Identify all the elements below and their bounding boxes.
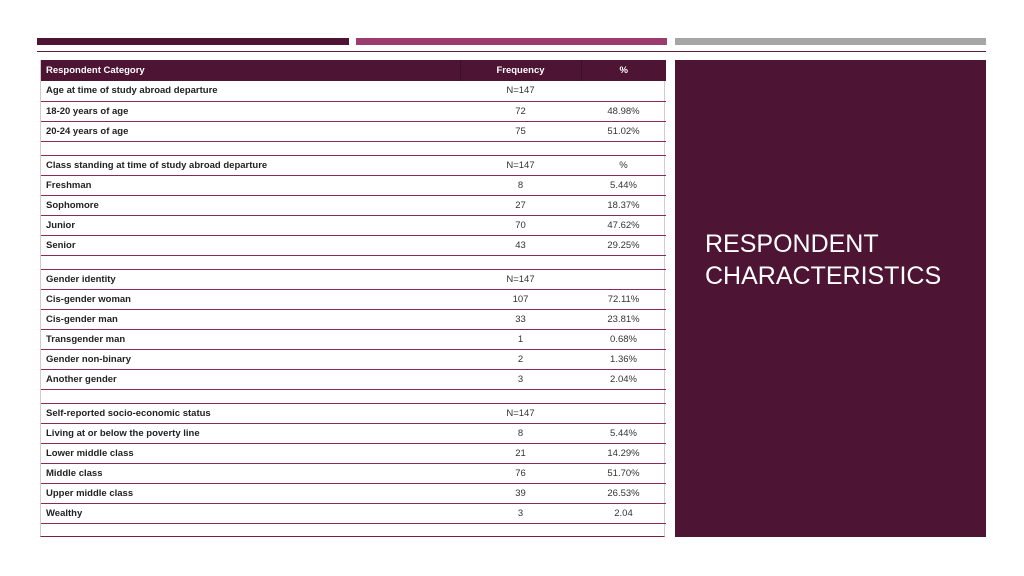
row-percent-cell: 47.62% — [581, 215, 666, 235]
row-frequency-cell: 33 — [460, 309, 581, 329]
row-percent-cell: 5.44% — [581, 175, 666, 195]
table-row — [41, 329, 666, 349]
row-category-cell: Lower middle class — [41, 443, 460, 463]
table-header-row — [41, 60, 666, 81]
slide-title: RESPONDENT CHARACTERISTICS — [705, 230, 942, 290]
row-frequency-cell: 76 — [460, 463, 581, 483]
row-frequency-cell — [460, 389, 581, 403]
row-percent-cell: 51.70% — [581, 463, 666, 483]
row-frequency-cell: 43 — [460, 235, 581, 255]
header-frequency: Frequency — [460, 60, 581, 81]
row-frequency-cell: 2 — [460, 349, 581, 369]
table-body — [41, 81, 666, 523]
row-percent-cell — [581, 81, 666, 101]
row-frequency-cell: 75 — [460, 121, 581, 141]
row-category-cell: Self-reported socio-economic status — [41, 403, 460, 423]
row-category-cell — [41, 255, 460, 269]
table-row — [41, 503, 666, 523]
row-percent-cell — [581, 389, 666, 403]
row-percent-cell — [581, 269, 666, 289]
row-frequency-cell: N=147 — [460, 403, 581, 423]
row-percent-cell: 48.98% — [581, 101, 666, 121]
table-row — [41, 463, 666, 483]
row-frequency-cell: 107 — [460, 289, 581, 309]
row-percent-cell: 14.29% — [581, 443, 666, 463]
table-row — [41, 121, 666, 141]
table-row — [41, 81, 666, 101]
row-frequency-cell: N=147 — [460, 155, 581, 175]
respondent-table — [41, 60, 666, 524]
table-row — [41, 483, 666, 503]
table-row — [41, 349, 666, 369]
row-frequency-cell — [460, 255, 581, 269]
row-frequency-cell: 39 — [460, 483, 581, 503]
row-percent-cell — [581, 255, 666, 269]
row-category-cell: 20-24 years of age — [41, 121, 460, 141]
row-category-cell: Middle class — [41, 463, 460, 483]
respondent-table-container — [40, 60, 665, 537]
row-frequency-cell: 8 — [460, 423, 581, 443]
row-category-cell: Living at or below the poverty line — [41, 423, 460, 443]
row-percent-cell: 1.36% — [581, 349, 666, 369]
table-row — [41, 101, 666, 121]
table-row — [41, 309, 666, 329]
row-percent-cell: 2.04% — [581, 369, 666, 389]
row-frequency-cell: N=147 — [460, 269, 581, 289]
row-frequency-cell — [460, 141, 581, 155]
row-percent-cell: 26.53% — [581, 483, 666, 503]
row-category-cell: Sophomore — [41, 195, 460, 215]
header-percent: % — [581, 60, 666, 81]
row-category-cell: Cis-gender woman — [41, 289, 460, 309]
row-frequency-cell: 1 — [460, 329, 581, 349]
table-row — [41, 269, 666, 289]
table-row — [41, 369, 666, 389]
row-percent-cell: 2.04 — [581, 503, 666, 523]
row-category-cell: Junior — [41, 215, 460, 235]
row-percent-cell: 5.44% — [581, 423, 666, 443]
row-category-cell: Senior — [41, 235, 460, 255]
row-category-cell: Class standing at time of study abroad departure — [41, 155, 460, 175]
row-frequency-cell: 21 — [460, 443, 581, 463]
row-percent-cell: 51.02% — [581, 121, 666, 141]
table-row — [41, 443, 666, 463]
table-row — [41, 289, 666, 309]
row-category-cell — [41, 141, 460, 155]
row-category-cell — [41, 389, 460, 403]
top-accent-bar-dark — [37, 38, 349, 45]
header-rule — [37, 51, 986, 52]
top-accent-bar-gray — [675, 38, 986, 45]
title-panel — [675, 60, 986, 537]
row-category-cell: 18-20 years of age — [41, 101, 460, 121]
row-percent-cell: 29.25% — [581, 235, 666, 255]
row-frequency-cell: 72 — [460, 101, 581, 121]
table-spacer-row — [41, 255, 666, 269]
row-frequency-cell: 70 — [460, 215, 581, 235]
table-row — [41, 215, 666, 235]
table-row — [41, 175, 666, 195]
table-row — [41, 235, 666, 255]
row-percent-cell: 0.68% — [581, 329, 666, 349]
row-category-cell: Gender identity — [41, 269, 460, 289]
table-row — [41, 403, 666, 423]
row-frequency-cell: 3 — [460, 369, 581, 389]
row-category-cell: Upper middle class — [41, 483, 460, 503]
table-row — [41, 423, 666, 443]
row-frequency-cell: 3 — [460, 503, 581, 523]
row-category-cell: Another gender — [41, 369, 460, 389]
row-percent-cell: 23.81% — [581, 309, 666, 329]
table-spacer-row — [41, 389, 666, 403]
row-category-cell: Cis-gender man — [41, 309, 460, 329]
row-frequency-cell: N=147 — [460, 81, 581, 101]
row-percent-cell: 18.37% — [581, 195, 666, 215]
row-frequency-cell: 8 — [460, 175, 581, 195]
row-percent-cell — [581, 403, 666, 423]
table-row — [41, 155, 666, 175]
row-percent-cell — [581, 141, 666, 155]
table-row — [41, 195, 666, 215]
table-spacer-row — [41, 141, 666, 155]
row-percent-cell: % — [581, 155, 666, 175]
row-frequency-cell: 27 — [460, 195, 581, 215]
row-category-cell: Transgender man — [41, 329, 460, 349]
top-accent-bar-magenta — [356, 38, 667, 45]
row-category-cell: Wealthy — [41, 503, 460, 523]
header-respondent-category: Respondent Category — [46, 65, 145, 76]
row-percent-cell: 72.11% — [581, 289, 666, 309]
row-category-cell: Gender non-binary — [41, 349, 460, 369]
row-category-cell: Freshman — [41, 175, 460, 195]
row-category-cell: Age at time of study abroad departure — [41, 81, 460, 101]
